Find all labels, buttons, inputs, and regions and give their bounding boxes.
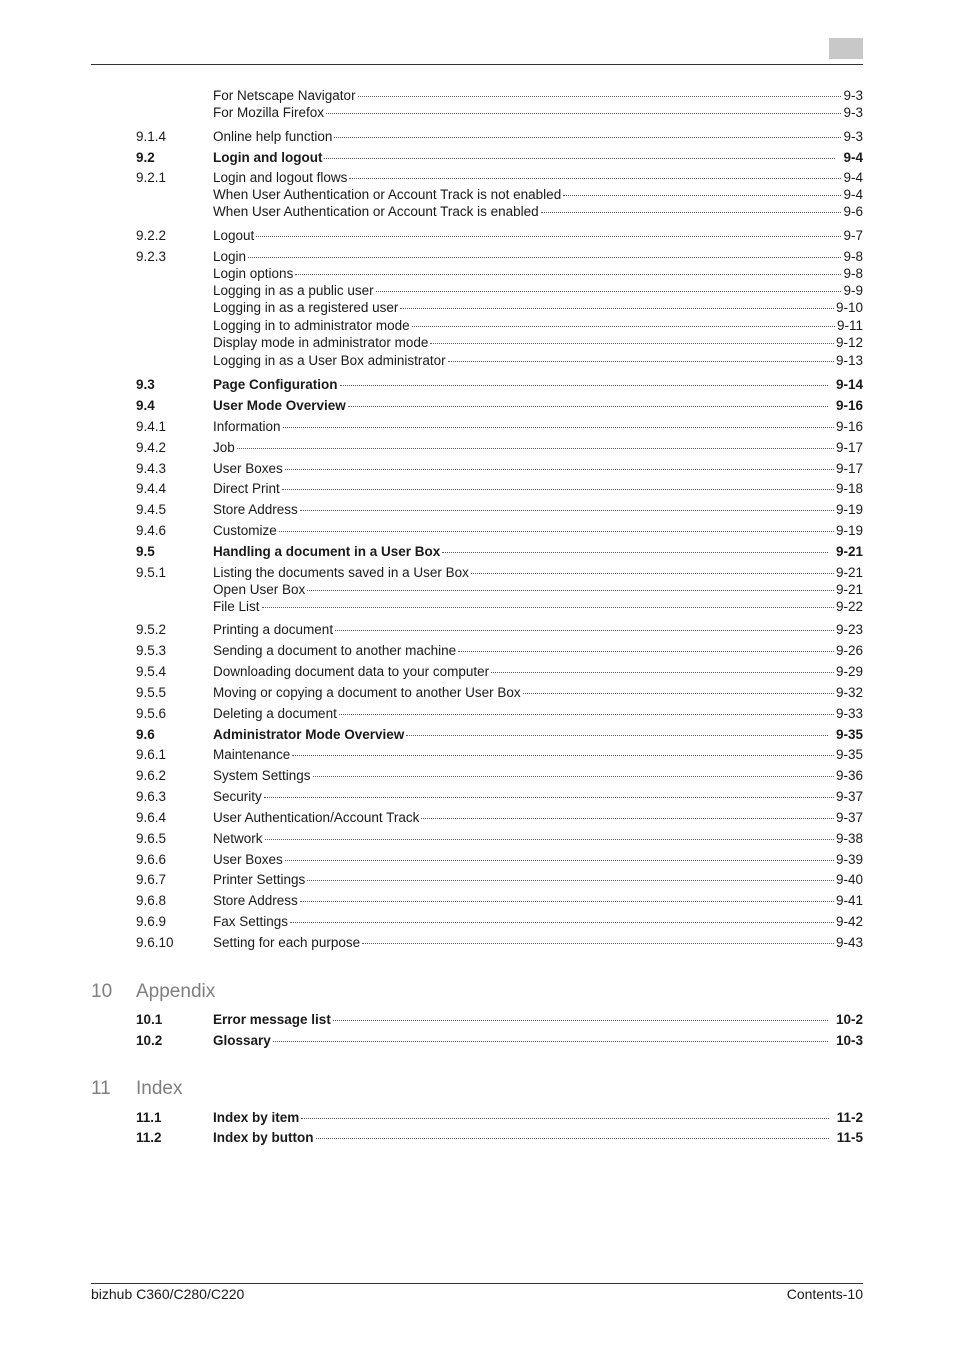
footer-product: bizhub C360/C280/C220	[91, 1286, 245, 1302]
toc-title: Administrator Mode Overview	[213, 727, 405, 742]
toc-section-number: 9.6.9	[136, 914, 167, 929]
toc-entry-line	[213, 352, 863, 370]
toc-entry-line	[213, 1032, 863, 1050]
toc-entry-line	[213, 460, 863, 478]
dot-leader	[264, 797, 834, 798]
toc-section-number: 9.4.4	[136, 481, 167, 496]
dot-leader	[256, 236, 841, 237]
toc-entry-line	[213, 1109, 863, 1127]
toc-entry-line	[213, 317, 863, 335]
dot-leader	[290, 922, 834, 923]
toc-entry-line	[213, 501, 863, 519]
toc-title: Sending a document to another machine	[213, 643, 457, 658]
dot-leader	[340, 385, 828, 386]
toc-section-number: 9.5.6	[136, 706, 167, 721]
toc-section-number: 10.1	[136, 1012, 163, 1027]
toc-entry-line	[213, 871, 863, 889]
toc-title: Page Configuration	[213, 377, 338, 392]
toc-section-number: 9.6.4	[136, 810, 167, 825]
toc-page-number: 9-4	[843, 170, 863, 185]
toc-section-number: 9.6.3	[136, 789, 167, 804]
toc-page-number: 10-3	[835, 1033, 863, 1048]
dot-leader	[421, 818, 834, 819]
toc-title: Store Address	[213, 893, 298, 908]
toc-title: Job	[213, 440, 235, 455]
toc-page-number: 9-21	[835, 544, 863, 559]
toc-entry[interactable]	[0, 705, 954, 723]
dot-leader	[295, 274, 841, 275]
toc-entry-line	[213, 169, 863, 187]
dot-leader	[273, 1041, 828, 1042]
toc-section-number: 11.1	[136, 1110, 162, 1125]
toc-title: Display mode in administrator mode	[213, 335, 429, 350]
toc-title: Printing a document	[213, 622, 334, 637]
dot-leader	[358, 96, 842, 97]
dot-leader	[282, 489, 834, 490]
toc-title: Information	[213, 419, 281, 434]
toc-entry[interactable]	[0, 746, 954, 764]
toc-page-number: 9-8	[843, 266, 863, 281]
dot-leader	[412, 326, 835, 327]
toc-title: File List	[213, 599, 260, 614]
dot-leader	[348, 406, 828, 407]
toc-entry-line	[213, 439, 863, 457]
toc-title: Glossary	[213, 1033, 271, 1048]
toc-title: Login and logout	[213, 150, 323, 165]
toc-title: Maintenance	[213, 747, 291, 762]
toc-entry-line	[213, 186, 863, 204]
toc-page-number: 9-37	[835, 810, 863, 825]
toc-page-number: 11-2	[836, 1110, 863, 1125]
toc-title: Moving or copying a document to another User Box	[213, 685, 521, 700]
toc-entry-line	[213, 663, 863, 681]
toc-page-number: 9-3	[843, 105, 863, 120]
toc-page-number: 9-29	[835, 664, 863, 679]
toc-page-number: 9-9	[843, 283, 863, 298]
toc-section-number: 9.1.4	[136, 129, 167, 144]
toc-title: Logging in as a public user	[213, 283, 374, 298]
toc-section-number: 9.5.4	[136, 664, 167, 679]
toc-title: For Netscape Navigator	[213, 88, 356, 103]
toc-entry[interactable]	[0, 1032, 954, 1050]
toc-entry[interactable]	[0, 149, 954, 167]
toc-entry[interactable]	[0, 871, 954, 889]
toc-entry[interactable]	[0, 186, 954, 204]
toc-section-number: 9.3	[136, 377, 155, 392]
toc-entry-line	[213, 543, 863, 561]
toc-title: User Boxes	[213, 461, 283, 476]
toc-title: Security	[213, 789, 262, 804]
toc-title: Login options	[213, 266, 294, 281]
dot-leader	[491, 672, 834, 673]
toc-entry-line	[213, 480, 863, 498]
dot-leader	[265, 839, 834, 840]
toc-entry[interactable]	[0, 767, 954, 785]
dot-leader	[362, 943, 834, 944]
toc-entry-line	[213, 564, 863, 582]
toc-entry[interactable]	[0, 299, 954, 317]
toc-entry[interactable]	[0, 564, 954, 582]
toc-entry[interactable]	[0, 376, 954, 394]
header-tab	[829, 38, 863, 59]
dot-leader	[333, 1020, 828, 1021]
toc-page-number: 9-14	[835, 377, 863, 392]
dot-leader	[400, 308, 834, 309]
dot-leader	[237, 448, 834, 449]
toc-section-number: 9.6	[136, 727, 155, 742]
toc-title: Error message list	[213, 1012, 331, 1027]
toc-title: Listing the documents saved in a User Box	[213, 565, 469, 580]
header-rule	[91, 64, 863, 65]
toc-section-number: 9.6.6	[136, 852, 167, 867]
toc-title: System Settings	[213, 768, 311, 783]
toc-page-number: 9-3	[843, 88, 863, 103]
toc-page-number: 9-17	[835, 461, 863, 476]
toc-section-number: 9.6.2	[136, 768, 167, 783]
toc-entry-line	[213, 1129, 863, 1147]
dot-leader	[326, 113, 841, 114]
toc-title: Online help function	[213, 129, 333, 144]
toc-entry[interactable]	[0, 522, 954, 540]
toc-page-number: 9-33	[835, 706, 863, 721]
toc-entry[interactable]	[0, 480, 954, 498]
toc-title: Printer Settings	[213, 872, 306, 887]
dot-leader	[285, 469, 834, 470]
toc-page-number: 9-16	[835, 398, 863, 413]
toc-section-number: 9.4.3	[136, 461, 167, 476]
toc-title: Login and logout flows	[213, 170, 348, 185]
dot-leader	[300, 901, 834, 902]
dot-leader	[448, 361, 834, 362]
toc-section-number: 9.5.5	[136, 685, 167, 700]
toc-section-number: 9.4.5	[136, 502, 167, 517]
toc-title: Setting for each purpose	[213, 935, 361, 950]
toc-entry-line	[213, 809, 863, 827]
toc-entry-line	[213, 892, 863, 910]
toc-entry-line	[213, 913, 863, 931]
toc-page-number: 9-43	[835, 935, 863, 950]
toc-entry-line	[213, 788, 863, 806]
toc-entry[interactable]	[0, 934, 954, 952]
toc-section-number: 9.4.6	[136, 523, 167, 538]
dot-leader	[248, 257, 841, 258]
toc-page-number: 9-36	[835, 768, 863, 783]
toc-entry[interactable]	[0, 352, 954, 370]
dot-leader	[334, 137, 841, 138]
toc-entry[interactable]	[0, 1011, 954, 1029]
toc-section-number: 9.6.7	[136, 872, 167, 887]
footer-page-number: Contents-10	[786, 1286, 863, 1302]
toc-entry[interactable]	[0, 642, 954, 660]
toc-entry[interactable]	[0, 892, 954, 910]
toc-entry-line	[213, 87, 863, 105]
toc-title: When User Authentication or Account Track is enabled	[213, 204, 539, 219]
dot-leader	[523, 693, 834, 694]
toc-title: Customize	[213, 523, 277, 538]
dot-leader	[442, 552, 828, 553]
toc-page-number: 9-21	[835, 582, 863, 597]
toc-page-number: 9-19	[835, 523, 863, 538]
toc-title: Index by item	[213, 1110, 300, 1125]
toc-entry-line	[213, 397, 863, 415]
toc-entry-line	[213, 767, 863, 785]
toc-entry[interactable]	[0, 684, 954, 702]
toc-title: When User Authentication or Account Track is not enabled	[213, 187, 562, 202]
toc-page-number: 9-23	[835, 622, 863, 637]
dot-leader	[300, 510, 834, 511]
toc-title: User Boxes	[213, 852, 283, 867]
toc-page-number: 9-13	[835, 353, 863, 368]
toc-page-number: 11-5	[836, 1130, 863, 1145]
toc-title: Direct Print	[213, 481, 280, 496]
dot-leader	[292, 755, 834, 756]
dot-leader	[406, 735, 828, 736]
toc-entry-line	[213, 1011, 863, 1029]
toc-entry[interactable]	[0, 726, 954, 744]
toc-section-number: 9.6.1	[136, 747, 167, 762]
toc-entry[interactable]	[0, 598, 954, 616]
toc-entry[interactable]	[0, 501, 954, 519]
toc-entry-line	[213, 149, 863, 167]
toc-entry-line	[213, 299, 863, 317]
toc-entry[interactable]	[0, 1129, 954, 1147]
toc-page-number: 9-12	[835, 335, 863, 350]
toc-page-number: 9-7	[843, 228, 863, 243]
toc-entry[interactable]	[0, 227, 954, 245]
toc-title: Deleting a document	[213, 706, 337, 721]
dot-leader	[430, 343, 834, 344]
toc-entry-line	[213, 830, 863, 848]
toc-page-number: 9-4	[843, 187, 863, 202]
toc-section-number: 9.4.1	[136, 419, 167, 434]
dot-leader	[301, 1118, 828, 1119]
toc-entry-line	[213, 376, 863, 394]
toc-entry[interactable]	[0, 104, 954, 122]
toc-section-number: 9.6.8	[136, 893, 167, 908]
toc-page-number: 10-2	[835, 1012, 863, 1027]
toc-title: Logging in to administrator mode	[213, 318, 410, 333]
toc-page-number: 9-10	[835, 300, 863, 315]
chapter-title: Index	[136, 1078, 183, 1099]
toc-page-number: 9-18	[835, 481, 863, 496]
dot-leader	[376, 291, 842, 292]
toc-title: Logging in as a registered user	[213, 300, 399, 315]
toc-entry-line	[213, 598, 863, 616]
dot-leader	[283, 427, 834, 428]
toc-section-number: 9.5.3	[136, 643, 167, 658]
toc-entry[interactable]	[0, 203, 954, 221]
toc-entry-line	[213, 265, 863, 283]
toc-title: Login	[213, 249, 247, 264]
dot-leader	[458, 651, 834, 652]
toc-page-number: 9-35	[835, 747, 863, 762]
toc-entry[interactable]	[0, 317, 954, 335]
dot-leader	[563, 195, 841, 196]
dot-leader	[541, 212, 842, 213]
toc-entry[interactable]	[0, 621, 954, 639]
chapter-number: 10	[91, 981, 113, 1002]
toc-entry[interactable]	[0, 87, 954, 105]
toc-section-number: 9.5.2	[136, 622, 167, 637]
toc-page-number: 9-6	[843, 204, 863, 219]
toc-entry[interactable]	[0, 248, 954, 266]
toc-entry-line	[213, 248, 863, 266]
toc-title: Open User Box	[213, 582, 306, 597]
toc-entry[interactable]	[0, 334, 954, 352]
toc-page-number: 9-40	[835, 872, 863, 887]
toc-entry-line	[213, 746, 863, 764]
chapter-title: Appendix	[136, 981, 216, 1002]
toc-page-number: 9-39	[835, 852, 863, 867]
toc-entry[interactable]	[0, 265, 954, 283]
toc-entry-line	[213, 621, 863, 639]
toc-page-number: 9-11	[836, 318, 863, 333]
toc-title: Fax Settings	[213, 914, 289, 929]
dot-leader	[262, 607, 834, 608]
toc-section-number: 9.6.10	[136, 935, 174, 950]
toc-page-number: 9-42	[835, 914, 863, 929]
toc-entry[interactable]	[0, 128, 954, 146]
toc-entry-line	[213, 334, 863, 352]
toc-title: Downloading document data to your computer	[213, 664, 490, 679]
toc-page-number: 9-17	[835, 440, 863, 455]
dot-leader	[335, 630, 834, 631]
toc-entry[interactable]	[0, 282, 954, 300]
dot-leader	[324, 158, 835, 159]
toc-entry-line	[213, 282, 863, 300]
toc-title: User Mode Overview	[213, 398, 346, 413]
toc-entry[interactable]	[0, 397, 954, 415]
toc-title: Network	[213, 831, 263, 846]
toc-entry-line	[213, 934, 863, 952]
toc-section-number: 9.2.3	[136, 249, 167, 264]
toc-page-number: 9-16	[835, 419, 863, 434]
dot-leader	[307, 590, 834, 591]
toc-section-number: 10.2	[136, 1033, 163, 1048]
toc-entry[interactable]	[0, 543, 954, 561]
toc-entry-line	[213, 203, 863, 221]
toc-title: User Authentication/Account Track	[213, 810, 420, 825]
toc-entry[interactable]	[0, 460, 954, 478]
toc-entry-line	[213, 726, 863, 744]
toc-page-number: 9-22	[835, 599, 863, 614]
toc-entry[interactable]	[0, 1109, 954, 1127]
toc-entry-line	[213, 104, 863, 122]
toc-page-number: 9-3	[843, 129, 863, 144]
toc-entry-line	[213, 705, 863, 723]
toc-page-number: 9-37	[835, 789, 863, 804]
toc-entry[interactable]	[0, 788, 954, 806]
footer-rule	[91, 1283, 863, 1284]
toc-title: Handling a document in a User Box	[213, 544, 441, 559]
toc-entry[interactable]	[0, 809, 954, 827]
toc-entry-line	[213, 684, 863, 702]
toc-entry-line	[213, 642, 863, 660]
toc-entry[interactable]	[0, 439, 954, 457]
toc-section-number: 9.4.2	[136, 440, 167, 455]
toc-page-number: 9-41	[835, 893, 863, 908]
toc-page-number: 9-38	[835, 831, 863, 846]
toc-entry[interactable]	[0, 913, 954, 931]
toc-page-number: 9-21	[835, 565, 863, 580]
dot-leader	[279, 531, 834, 532]
toc-entry[interactable]	[0, 663, 954, 681]
toc-section-number: 9.2.1	[136, 170, 167, 185]
toc-entry-line	[213, 851, 863, 869]
toc-title: Index by button	[213, 1130, 314, 1145]
toc-title: Logging in as a User Box administrator	[213, 353, 446, 368]
toc-entry[interactable]	[0, 581, 954, 599]
dot-leader	[339, 714, 834, 715]
chapter-number: 11	[91, 1078, 111, 1099]
toc-entry[interactable]	[0, 830, 954, 848]
toc-page-number: 9-35	[835, 727, 863, 742]
dot-leader	[471, 573, 834, 574]
dot-leader	[313, 776, 834, 777]
toc-section-number: 9.2	[136, 150, 155, 165]
toc-page-number: 9-32	[835, 685, 863, 700]
toc-entry-line	[213, 418, 863, 436]
toc-page-number: 9-8	[843, 249, 863, 264]
dot-leader	[285, 860, 834, 861]
toc-entry[interactable]	[0, 851, 954, 869]
toc-entry[interactable]	[0, 418, 954, 436]
toc-entry-line	[213, 581, 863, 599]
toc-section-number: 9.4	[136, 398, 155, 413]
toc-title: Logout	[213, 228, 255, 243]
dot-leader	[316, 1138, 829, 1139]
toc-section-number: 11.2	[136, 1130, 162, 1145]
toc-entry-line	[213, 227, 863, 245]
toc-page-number: 9-19	[835, 502, 863, 517]
toc-section-number: 9.6.5	[136, 831, 167, 846]
toc-section-number: 9.2.2	[136, 228, 167, 243]
toc-entry[interactable]	[0, 169, 954, 187]
dot-leader	[349, 178, 841, 179]
toc-title: Store Address	[213, 502, 298, 517]
dot-leader	[307, 880, 834, 881]
toc-page-number: 9-4	[843, 150, 863, 165]
toc-section-number: 9.5.1	[136, 565, 167, 580]
toc-entry-line	[213, 128, 863, 146]
toc-page-number: 9-26	[835, 643, 863, 658]
toc-section-number: 9.5	[136, 544, 155, 559]
toc-entry-line	[213, 522, 863, 540]
toc-title: For Mozilla Firefox	[213, 105, 325, 120]
